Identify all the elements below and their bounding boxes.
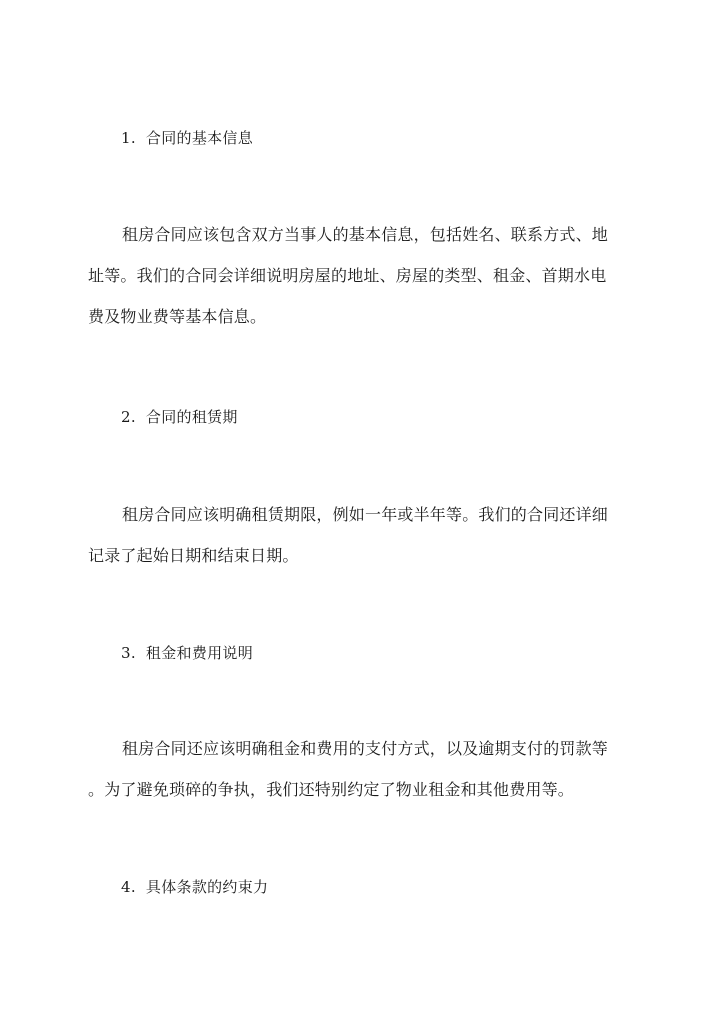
section-paragraph-1: [88, 214, 634, 337]
paragraph-line: 址等。我们的合同会详细说明房屋的地址、房屋的类型、租金、首期水电: [88, 266, 607, 285]
section-title-1: 合同的基本信息: [145, 129, 254, 147]
paragraph-line: 。为了避免琐碎的争执，我们还特别约定了物业租金和其他费用等。: [88, 780, 575, 799]
section-number-3: 3.: [121, 644, 136, 662]
paragraph-line: 租房合同应该包含双方当事人的基本信息，包括姓名、联系方式、地: [122, 225, 609, 244]
section-title-2: 合同的租赁期: [145, 408, 238, 426]
section-title-3: 租金和费用说明: [145, 644, 254, 662]
section-heading-3: [121, 643, 253, 663]
section-paragraph-3: [88, 728, 634, 810]
paragraph-line: 租房合同还应该明确租金和费用的支付方式，以及逾期支付的罚款等: [122, 739, 609, 758]
section-paragraph-2: [88, 494, 634, 576]
section-heading-4: [121, 877, 268, 897]
paragraph-line: 租房合同应该明确租赁期限，例如一年或半年等。我们的合同还详细: [122, 505, 609, 524]
paragraph-line: 费及物业费等基本信息。: [88, 307, 267, 326]
section-heading-1: [121, 128, 253, 148]
section-heading-2: [121, 407, 238, 427]
paragraph-line: 记录了起始日期和结束日期。: [88, 546, 299, 565]
section-title-4: 具体条款的约束力: [145, 878, 269, 896]
section-number-2: 2.: [121, 408, 136, 426]
section-number-4: 4.: [121, 878, 136, 896]
section-number-1: 1.: [121, 129, 136, 147]
